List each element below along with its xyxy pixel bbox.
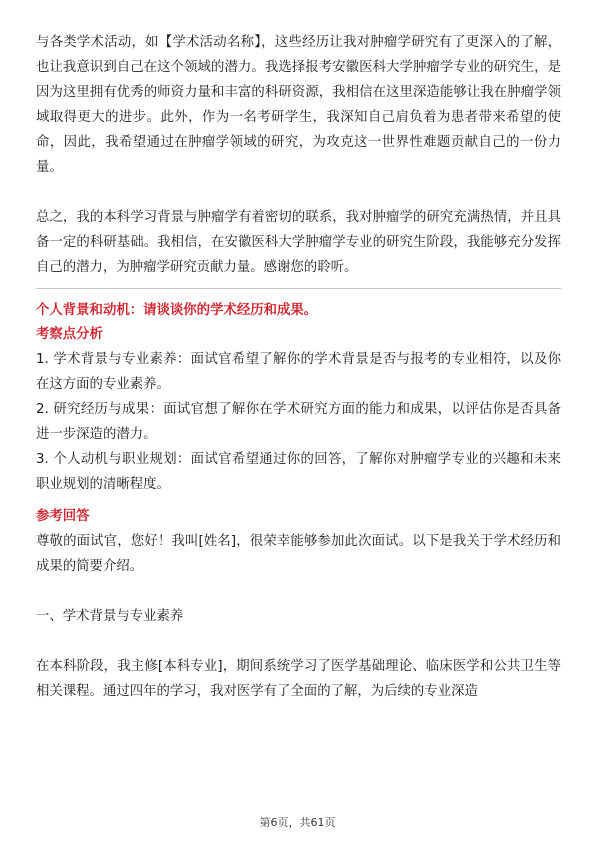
- answer-heading: 参考回答: [36, 509, 90, 524]
- analysis-heading: 考察点分析: [36, 327, 103, 342]
- spacer: [36, 629, 561, 654]
- section-divider: [36, 288, 561, 289]
- analysis-item-1: 1. 学术背景与专业素养：面试官希望了解你的学术背景是否与报考的专业相符，以及你在这方面的专业素养。: [36, 352, 561, 392]
- page-number-footer: 第6页，共61页: [259, 816, 336, 829]
- intro-paragraph-2: 总之，我的本科学习背景与肿瘤学有着密切的联系，我对肿瘤学的研究充满热情，并且具备一定的科研基础。我相信，在安徽医科大学肿瘤学专业的研究生阶段，我能够充分发挥自己的潜力，为肿瘤学研究贡献力量。感谢您的聆听。: [36, 210, 561, 275]
- section-1-paragraph: 在本科阶段，我主修[本科专业]，期间系统学习了医学基础理论、临床医学和公共卫生等相关课程。通过四年的学习，我对医学有了全面的了解，为后续的专业深造: [36, 659, 561, 699]
- spacer: [36, 180, 561, 205]
- answer-intro: 尊敬的面试官，您好！我叫[姓名]，很荣幸能够参加此次面试。以下是我关于学术经历和成果的简要介绍。: [36, 534, 561, 574]
- analysis-item-2: 2. 研究经历与成果：面试官想了解你在学术研究方面的能力和成果，以评估你是否具备进一步深造的潜力。: [36, 402, 561, 442]
- section-1-title: 一、学术背景与专业素养: [36, 609, 184, 624]
- question-title: 个人背景和动机：请谈谈你的学术经历和成果。: [36, 303, 318, 318]
- page-content: [36, 30, 561, 704]
- spacer: [36, 497, 561, 505]
- intro-paragraph-1: 与各类学术活动，如【学术活动名称】，这些经历让我对肿瘤学研究有了更深入的了解，也让我意识到自己在这个领域的潜力。我选择报考安徽医科大学肿瘤学专业的研究生，是因为这里拥有优秀的师资力量和丰富的科研资源，我相信在这里深造能够让我在肿瘤学领域取得更大的进步。此外，作为一名考研学生，我深知自己肩负着为患者带来希望的使命，因此，我希望通过在肿瘤学领域的研究，为攻克这一世界性难题贡献自己的一份力量。: [36, 35, 561, 175]
- spacer: [36, 579, 561, 604]
- analysis-item-3: 3. 个人动机与职业规划：面试官希望通过你的回答，了解你对肿瘤学专业的兴趣和未来职业规划的清晰程度。: [36, 452, 561, 492]
